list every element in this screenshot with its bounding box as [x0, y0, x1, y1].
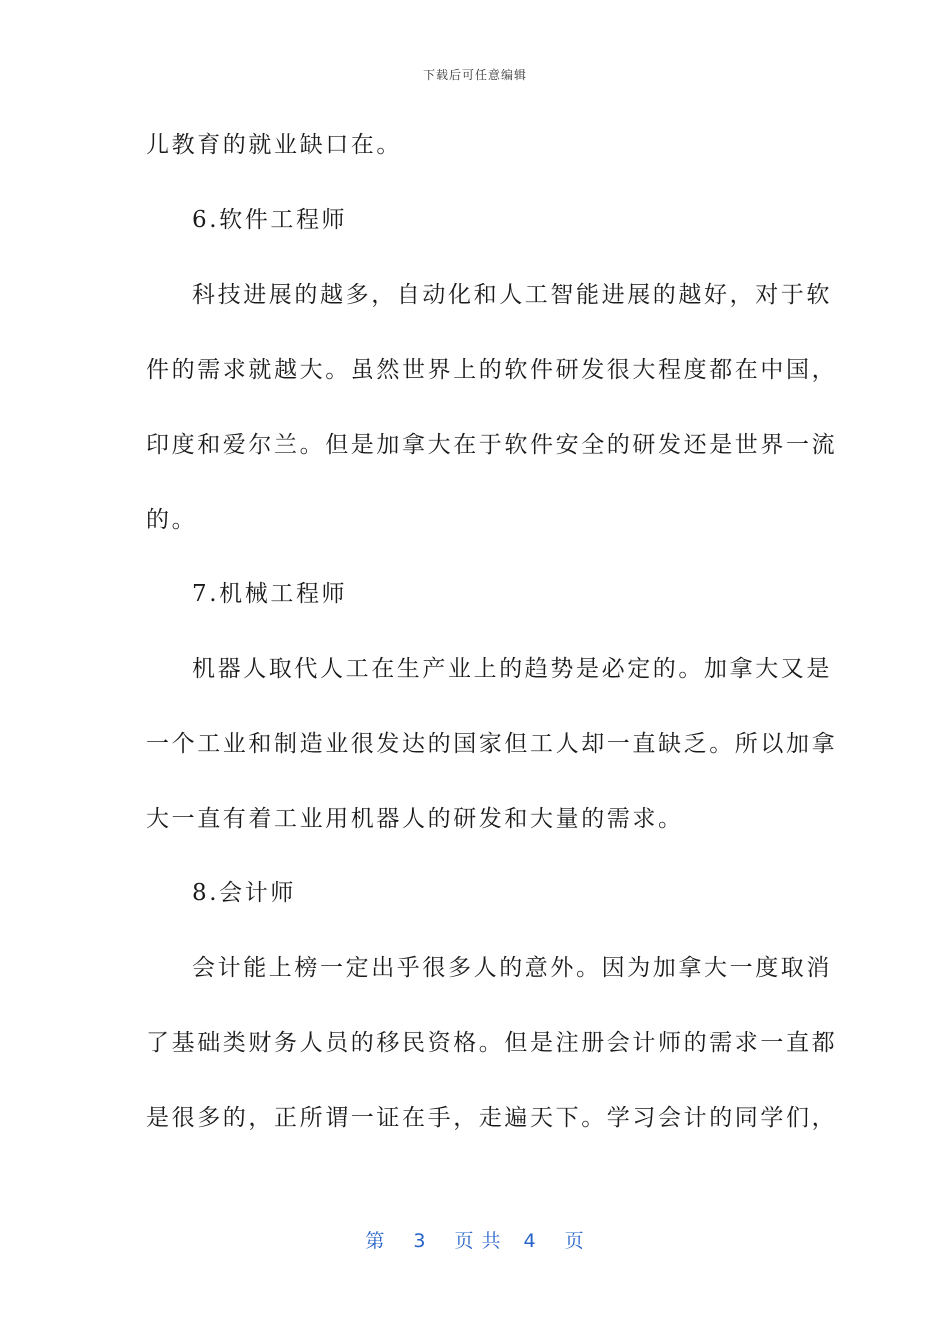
paragraph-line: 科技进展的越多，自动化和人工智能进展的越好，对于软: [192, 282, 832, 308]
page-number-footer: [0, 1226, 950, 1253]
paragraph-line: 是很多的，正所谓一证在手，走遍天下。学习会计的同学们，: [146, 1105, 838, 1131]
paragraph-line: 会计能上榜一定出乎很多人的意外。因为加拿大一度取消: [192, 955, 832, 981]
header-note: 下载后可任意编辑: [422, 68, 527, 82]
paragraph-line: 机器人取代人工在生产业上的趋势是必定的。加拿大又是: [192, 656, 832, 682]
section-heading-mechanical-engineer: 7.机械工程师: [192, 581, 348, 607]
paragraph-line: 了基础类财务人员的移民资格。但是注册会计师的需求一直都: [146, 1030, 838, 1056]
current-page-number: 3: [413, 1230, 427, 1252]
footer-middle: 页 共: [454, 1230, 502, 1252]
footer-prefix: 第: [365, 1230, 386, 1252]
paragraph-line: 件的需求就越大。虽然世界上的软件研发很大程度都在中国，: [146, 357, 838, 383]
paragraph-line: 一个工业和制造业很发达的国家但工人却一直缺乏。所以加拿: [146, 731, 838, 757]
paragraph-line: 的。: [146, 507, 198, 533]
paragraph-line: 大一直有着工业用机器人的研发和大量的需求。: [146, 806, 684, 832]
footer-suffix: 页: [564, 1230, 585, 1252]
section-heading-software-engineer: 6.软件工程师: [192, 207, 348, 233]
section-heading-accountant: 8.会计师: [192, 880, 296, 906]
paragraph-line: 儿教育的就业缺口在。: [146, 132, 402, 158]
total-pages-number: 4: [523, 1230, 537, 1252]
paragraph-line: 印度和爱尔兰。但是加拿大在于软件安全的研发还是世界一流: [146, 432, 838, 458]
